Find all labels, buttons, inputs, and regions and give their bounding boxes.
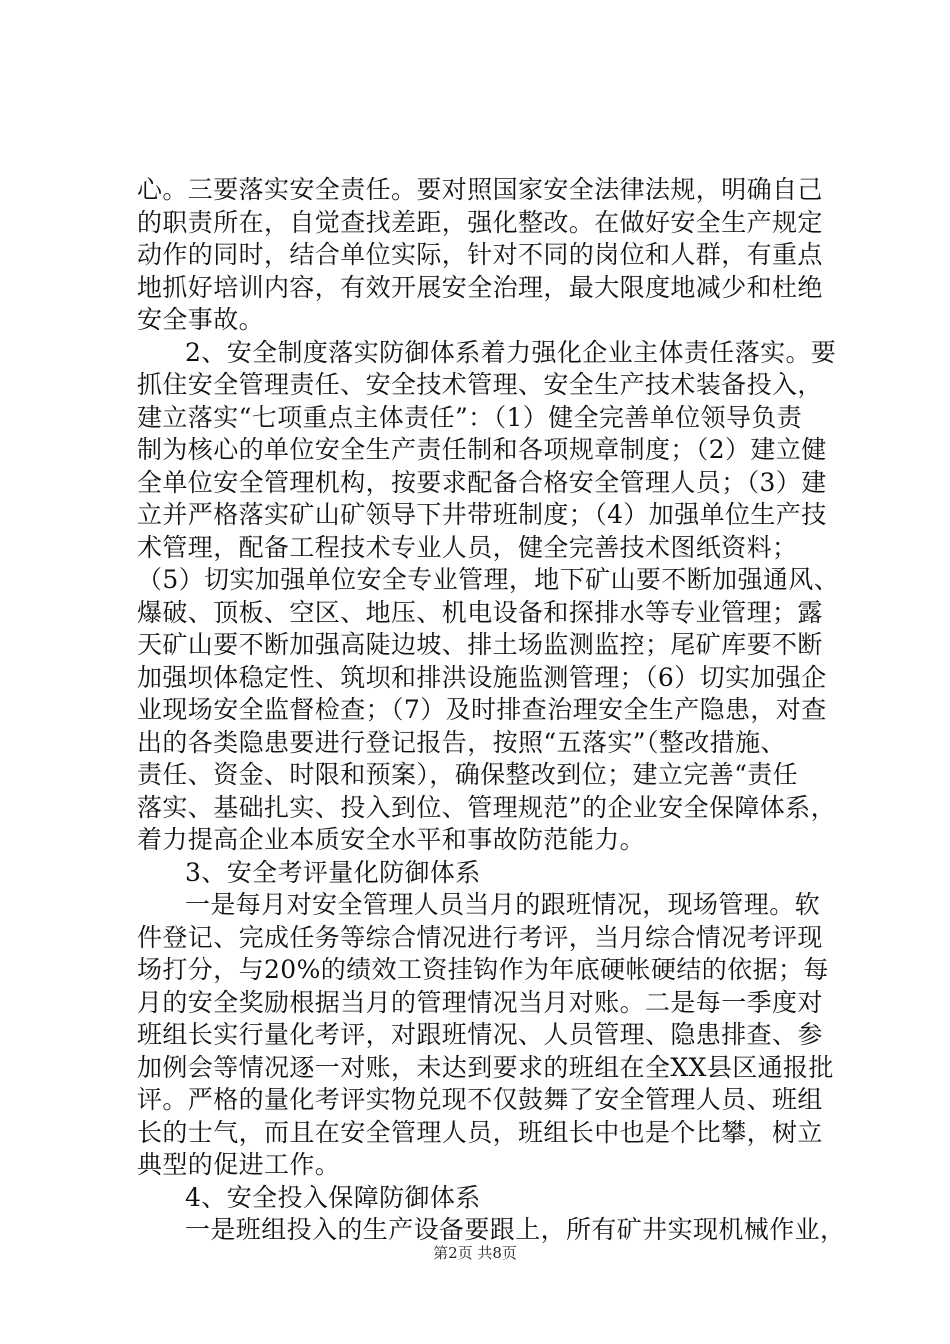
text-line: 加例会等情况逐一对账，未达到要求的班组在全XX县区通报批 [137,1052,834,1082]
section-4-heading: 4、安全投入保障防御体系 [185,1182,481,1212]
text-line: 业现场安全监督检查；（7）及时排查治理安全生产隐患，对查 [137,695,827,724]
text-line: 安全事故。 [137,305,265,334]
text-line: 一是每月对安全管理人员当月的跟班情况，现场管理。软 [185,890,821,919]
text-line: 术管理，配备工程技术专业人员，健全完善技术图纸资料； [137,532,798,562]
text-line: 立并严格落实矿山矿领导下井带班制度；（4）加强单位生产技 [137,500,827,529]
text-line: 件登记、完成任务等综合情况进行考评，当月综合情况考评现 [137,922,823,952]
text-line: 建立落实“七项重点主体责任”：（1）健全完善单位领导负责 [137,402,803,432]
text-line: 落实、基础扎实、投入到位、管理规范”的企业安全保障体系， [137,792,836,822]
text-line: 一是班组投入的生产设备要跟上，所有矿井实现机械作业， [185,1215,846,1244]
text-line: 典型的促进工作。 [137,1150,341,1179]
text-line: 长的士气，而且在安全管理人员，班组长中也是个比攀，树立 [137,1117,823,1147]
text-line: 责任、资金、时限和预案），确保整改到位；建立完善“责任 [137,760,799,789]
text-line: （5）切实加强单位安全专业管理，地下矿山要不断加强通风、 [137,565,840,594]
text-line: 地抓好培训内容，有效开展安全治理，最大限度地减少和杜绝 [137,272,823,302]
section-2-heading-line: 2、安全制度落实防御体系着力强化企业主体责任落实。要 [185,337,837,367]
text-line: 心。三要落实安全责任。要对照国家安全法律法规，明确自己 [137,175,823,204]
text-line: 评。严格的量化考评实物兑现不仅鼓舞了安全管理人员、班组 [137,1085,823,1114]
text-line: 制为核心的单位安全生产责任制和各项规章制度；（2）建立健 [137,435,827,464]
text-line: 全单位安全管理机构，按要求配备合格安全管理人员；（3）建 [137,467,827,497]
text-line: 出的各类隐患要进行登记报告，按照“五落实”（整改措施、 [137,727,786,757]
text-line: 场打分，与20%的绩效工资挂钩作为年底硬帐硬结的依据；每 [137,955,829,984]
text-line: 加强坝体稳定性、筑坝和排洪设施监测管理；（6）切实加强企 [137,662,827,692]
text-line: 抓住安全管理责任、安全技术管理、安全生产技术装备投入， [137,370,823,399]
section-3-heading: 3、安全考评量化防御体系 [185,857,481,887]
text-line: 爆破、顶板、空区、地压、机电设备和探排水等专业管理；露 [137,597,823,627]
text-line: 的职责所在，自觉查找差距，强化整改。在做好安全生产规定 [137,207,823,237]
text-line: 班组长实行量化考评，对跟班情况、人员管理、隐患排查、参 [137,1020,823,1049]
page-number-footer: 第2页 共8页 [433,1244,517,1262]
text-line: 月的安全奖励根据当月的管理情况当月对账。二是每一季度对 [137,987,823,1017]
text-line: 动作的同时，结合单位实际，针对不同的岗位和人群，有重点 [137,240,823,269]
document-body [137,174,846,1247]
text-line: 天矿山要不断加强高陡边坡、排土场监测监控；尾矿库要不断 [137,630,823,659]
text-line: 着力提高企业本质安全水平和事故防范能力。 [137,825,646,854]
